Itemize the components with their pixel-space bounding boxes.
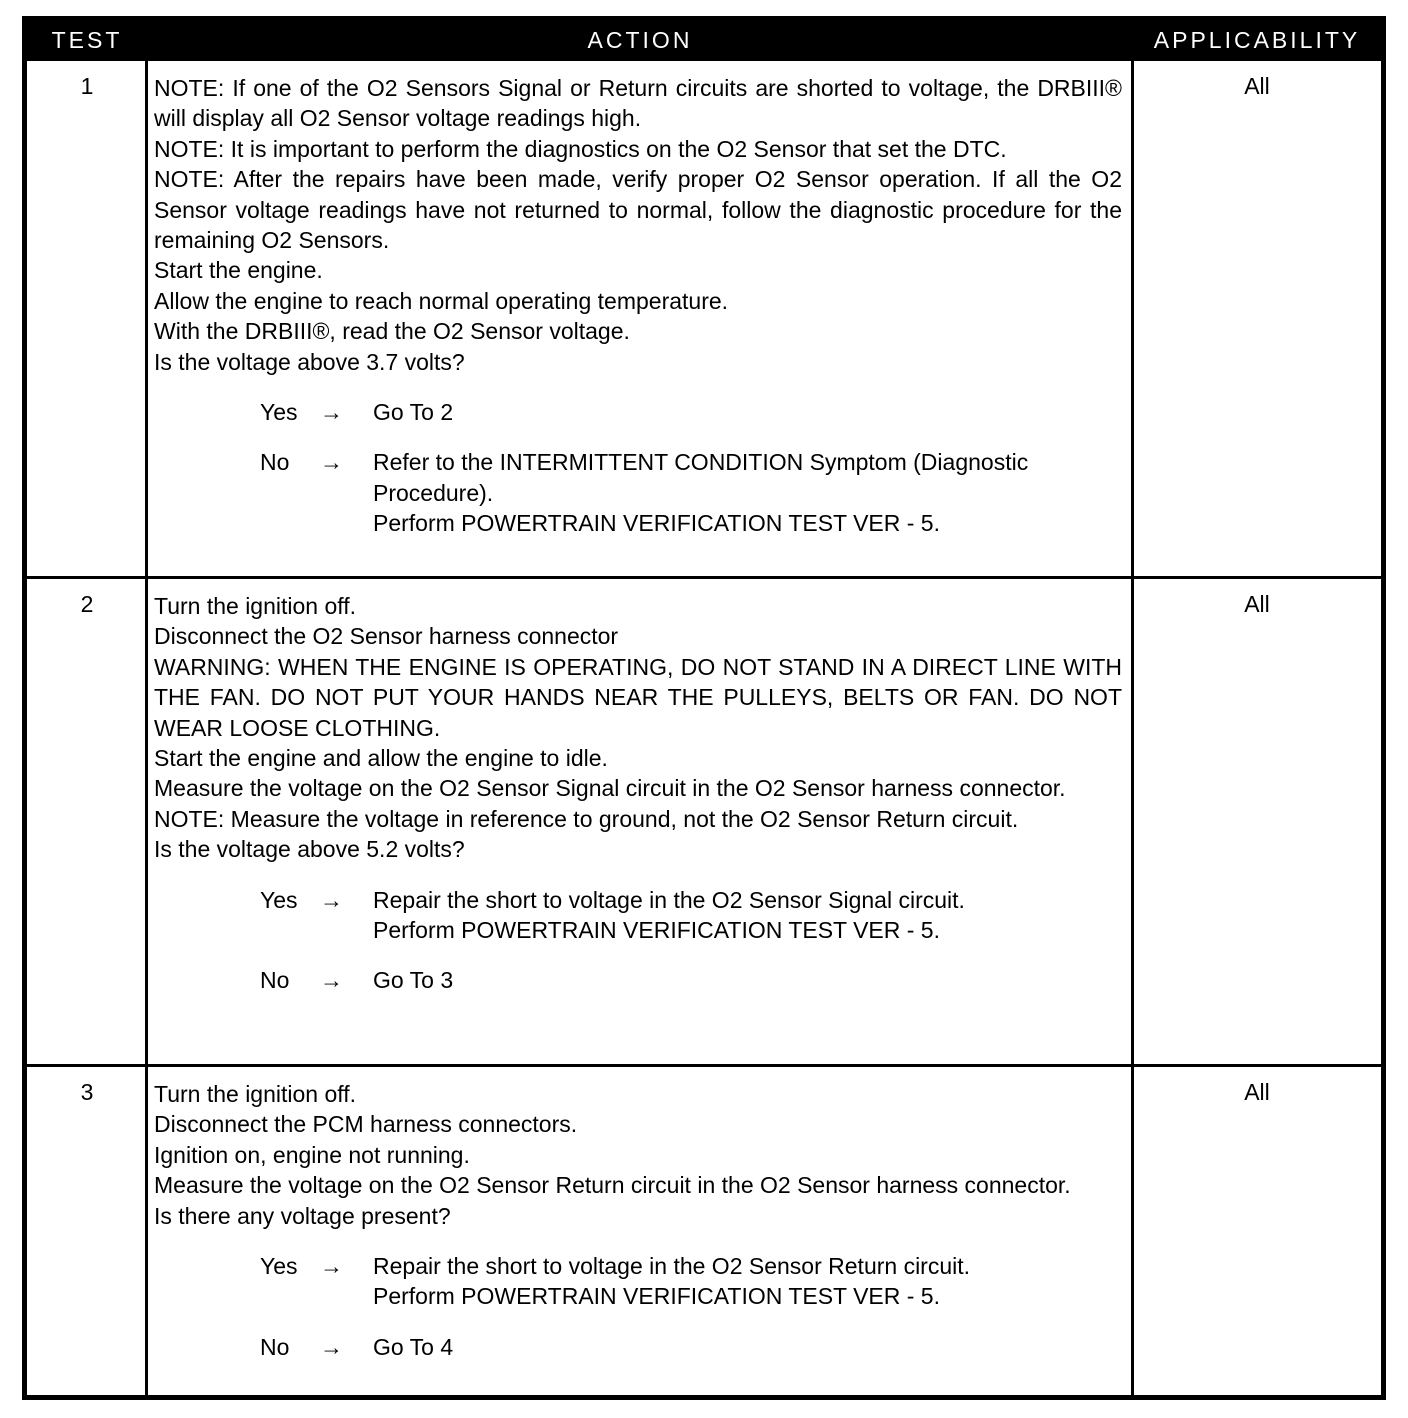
action-cell [154, 591, 1122, 996]
arrow-icon: → [320, 399, 343, 426]
action-step: Start the engine and allow the engine to idle. [154, 745, 608, 772]
yes-branch [154, 1251, 1122, 1312]
result-line: Perform POWERTRAIN VERIFICATION TEST VER - 5. [373, 1283, 940, 1310]
no-branch [154, 965, 1122, 995]
action-cell [154, 1079, 1122, 1362]
action-step: NOTE: If one of the O2 Sensors Signal or Return circuits are shorted to voltage, the DRBIII® will display all O2 Sensor voltage readings high. [154, 75, 1122, 132]
action-step: Measure the voltage on the O2 Sensor Return circuit in the O2 Sensor harness connector. [154, 1172, 1071, 1199]
no-branch [154, 1332, 1122, 1362]
no-label: No [260, 449, 290, 476]
action-step: WARNING: WHEN THE ENGINE IS OPERATING, DO NOT STAND IN A DIRECT LINE WITH THE FAN. DO NOT PUT YOUR HANDS NEAR THE PULLEYS, BELTS OR FAN. DO NOT WEAR LOOSE CLOTHING. [154, 653, 1122, 741]
arrow-icon: → [320, 1333, 343, 1360]
action-step: Disconnect the O2 Sensor harness connector [154, 623, 619, 650]
result-line: Repair the short to voltage in the O2 Sensor Signal circuit. [373, 886, 965, 913]
arrow-icon: → [320, 886, 343, 913]
applicability-value: All [1244, 73, 1270, 99]
result-line: Go To 4 [373, 1333, 454, 1360]
yes-branch [154, 885, 1122, 946]
test-number: 2 [80, 591, 94, 617]
yes-label: Yes [260, 399, 298, 426]
yes-label: Yes [260, 1253, 298, 1280]
arrow-icon: → [320, 967, 343, 994]
test-number: 3 [80, 1079, 94, 1105]
arrow-icon: → [320, 1253, 343, 1280]
action-cell [154, 73, 1122, 539]
table-row [27, 579, 1381, 1064]
yes-result [373, 1251, 1122, 1312]
action-step: Disconnect the PCM harness connectors. [154, 1111, 578, 1138]
result-line: Perform POWERTRAIN VERIFICATION TEST VER - 5. [373, 510, 940, 537]
action-step: Is the voltage above 5.2 volts? [154, 836, 465, 863]
yes-label: Yes [260, 886, 298, 913]
result-line: Perform POWERTRAIN VERIFICATION TEST VER - 5. [373, 917, 940, 944]
no-label: No [260, 967, 290, 994]
action-step: NOTE: It is important to perform the diagnostics on the O2 Sensor that set the DTC. [154, 135, 1007, 162]
yes-result [373, 885, 1122, 946]
action-step: Is the voltage above 3.7 volts? [154, 348, 465, 375]
arrow-icon: → [320, 449, 343, 476]
action-step: Turn the ignition off. [154, 1081, 357, 1107]
header-applicability: APPLICABILITY [1153, 27, 1361, 53]
applicability-value: All [1244, 591, 1270, 617]
test-number: 1 [80, 73, 94, 99]
table-row [27, 61, 1381, 576]
no-result [373, 1332, 1122, 1362]
result-line: Go To 2 [373, 399, 454, 426]
action-step: NOTE: Measure the voltage in reference to ground, not the O2 Sensor Return circuit. [154, 805, 1019, 832]
action-step: Is there any voltage present? [154, 1202, 451, 1229]
no-result [373, 447, 1122, 538]
action-step: With the DRBIII®, read the O2 Sensor voltage. [154, 318, 630, 345]
no-result [373, 965, 1122, 995]
header-test: TEST [51, 27, 123, 53]
yes-result [373, 397, 1122, 427]
action-step: Measure the voltage on the O2 Sensor Signal circuit in the O2 Sensor harness connector. [154, 775, 1066, 802]
action-step: Allow the engine to reach normal operating temperature. [154, 287, 729, 314]
action-step: Turn the ignition off. [154, 593, 357, 619]
action-step: NOTE: After the repairs have been made, verify proper O2 Sensor operation. If all the O2 Sensor voltage readings have not returned to normal, follow the diagnostic procedure for the remaining O2 Sensors. [154, 166, 1122, 254]
applicability-value: All [1244, 1079, 1270, 1105]
result-line: Refer to the INTERMITTENT CONDITION Symptom (Diagnostic Procedure). [373, 449, 1029, 506]
action-step: Ignition on, engine not running. [154, 1141, 470, 1168]
action-step: Start the engine. [154, 257, 323, 284]
table-header [27, 21, 1381, 61]
no-branch [154, 447, 1122, 538]
diagnostic-table [22, 16, 1386, 1400]
result-line: Go To 3 [373, 967, 454, 994]
yes-branch [154, 397, 1122, 427]
no-label: No [260, 1333, 290, 1360]
table-row [27, 1067, 1381, 1400]
result-line: Repair the short to voltage in the O2 Sensor Return circuit. [373, 1253, 971, 1280]
header-action: ACTION [587, 27, 693, 53]
